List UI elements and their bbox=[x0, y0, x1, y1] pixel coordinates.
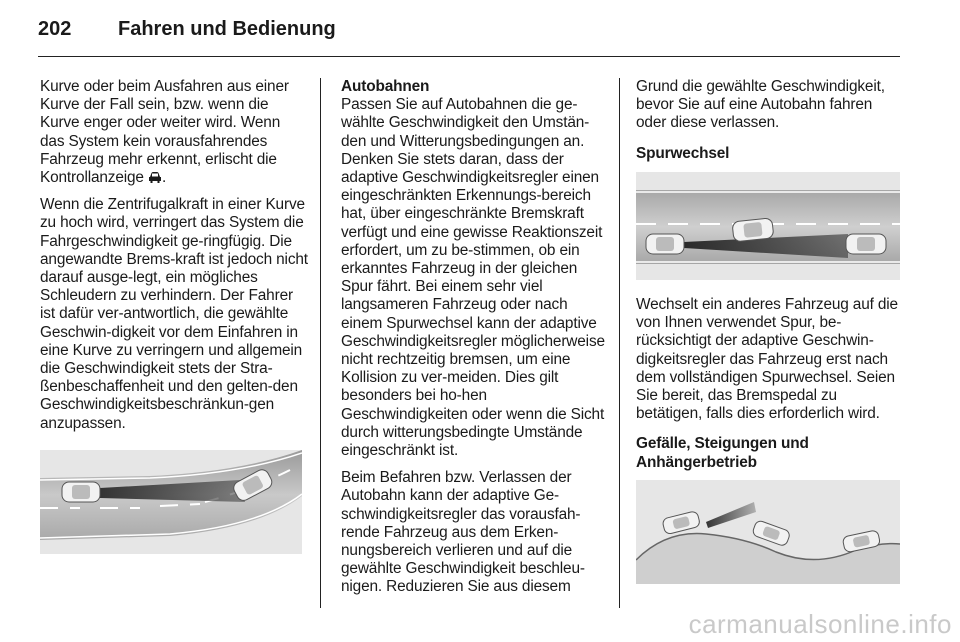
page-number: 202 bbox=[38, 18, 72, 40]
column-divider-1 bbox=[320, 78, 321, 608]
paragraph-speed-reason: Grund die gewählte Geschwindigkeit, bevor Sie auf eine Autobahn fahren oder diese verlassen. bbox=[636, 78, 885, 132]
paragraph-end: . bbox=[162, 169, 167, 187]
chapter-title: Fahren und Bedienung bbox=[118, 18, 336, 40]
paragraph-autobahnen: Passen Sie auf Autobahnen die ge-wählte Geschwindigkeit den Umstän-den und Witterungsbedingungen an. Denken Sie stets daran, dass der adaptive Geschwindigkeitsregler einen eingeschränkten Erkennungs-bereich hat, über eingeschränkte Bremskraft verfügt und eine gewisse Reaktionszeit erfordert, um zu be-stimmen, ob ein erkanntes Fahrzeug in der gleichen Spur fährt. Bei einem sehr viel langsameren Fahrzeug oder nach einem Spurwechsel kann der adaptive Geschwindigkeitsregler möglicherweise nicht rechtzeitig bremsen, um eine Kollision zu ver-meiden. Dies gilt besonders bei ho-hen Geschwindigkeiten oder wenn die Sicht durch witterungsbedingte Umstände eingeschränkt ist. bbox=[341, 96, 605, 460]
paragraph-spurwechsel: Wechselt ein anderes Fahrzeug auf die von Ihnen verwendet Spur, be-rücksichtigt der adaptive Geschwin-digkeitsregler das Fahrzeug erst nach dem vollständigen Spurwechsel. Seien Sie bereit, das Bremspedal zu betätigen, falls dies erforderlich wird. bbox=[636, 296, 898, 423]
paragraph-autobahn-exit: Beim Befahren bzw. Verlassen der Autobahn kann der adaptive Ge-schwindigkeitsregler das vorausfah-rende Fahrzeug aus dem Erken-nungsbereich verlieren und auf die gewählte Geschwindigkeit beschleu-nigen. Reduzieren Sie aus diesem bbox=[341, 469, 585, 596]
column-3-lower bbox=[636, 296, 904, 472]
column-divider-2 bbox=[619, 78, 620, 608]
curve-illustration bbox=[40, 450, 302, 554]
heading-autobahnen: Autobahnen bbox=[341, 78, 430, 95]
heading-spurwechsel: Spurwechsel bbox=[636, 144, 730, 162]
column-1 bbox=[40, 78, 308, 442]
lane-change-illustration bbox=[636, 172, 900, 280]
vehicle-ahead-indicator-icon bbox=[148, 171, 162, 184]
column-2 bbox=[341, 78, 609, 606]
header-rule bbox=[38, 56, 900, 57]
watermark: carmanualsonline.info bbox=[688, 609, 952, 639]
column-3 bbox=[636, 78, 904, 163]
paragraph-text: Kurve oder beim Ausfahren aus einer Kurve der Fall sein, bzw. wenn die Kurve enger oder weiter wird. Wenn das System kein vorausfahrendes Fahrzeug mehr erkennt, erlischt die Kontrollanzeige bbox=[40, 78, 289, 187]
slope-illustration bbox=[636, 480, 900, 584]
paragraph-centrifugal: Wenn die Zentrifugalkraft in einer Kurve zu hoch wird, verringert das System die Fahrgeschwindigkeit ge-ringfügig. Die angewandte Brems-kraft ist jedoch nicht darauf ausge-legt, ein mögliches Schleudern zu verhindern. Der Fahrer ist dafür ver-antwortlich, die gewählte Geschwin-digkeit vor dem Einfahren in eine Kurve zu verringern und allgemein die Geschwindigkeit stets der Stra-ßenbeschaffenheit und den gelten-den Geschwindigkeitsbeschränkun-gen anzupassen. bbox=[40, 196, 308, 432]
paragraph-curve-detection bbox=[40, 78, 308, 187]
page-header bbox=[38, 18, 918, 58]
heading-gefaelle: Gefälle, Steigungen und Anhängerbetrieb bbox=[636, 435, 809, 471]
